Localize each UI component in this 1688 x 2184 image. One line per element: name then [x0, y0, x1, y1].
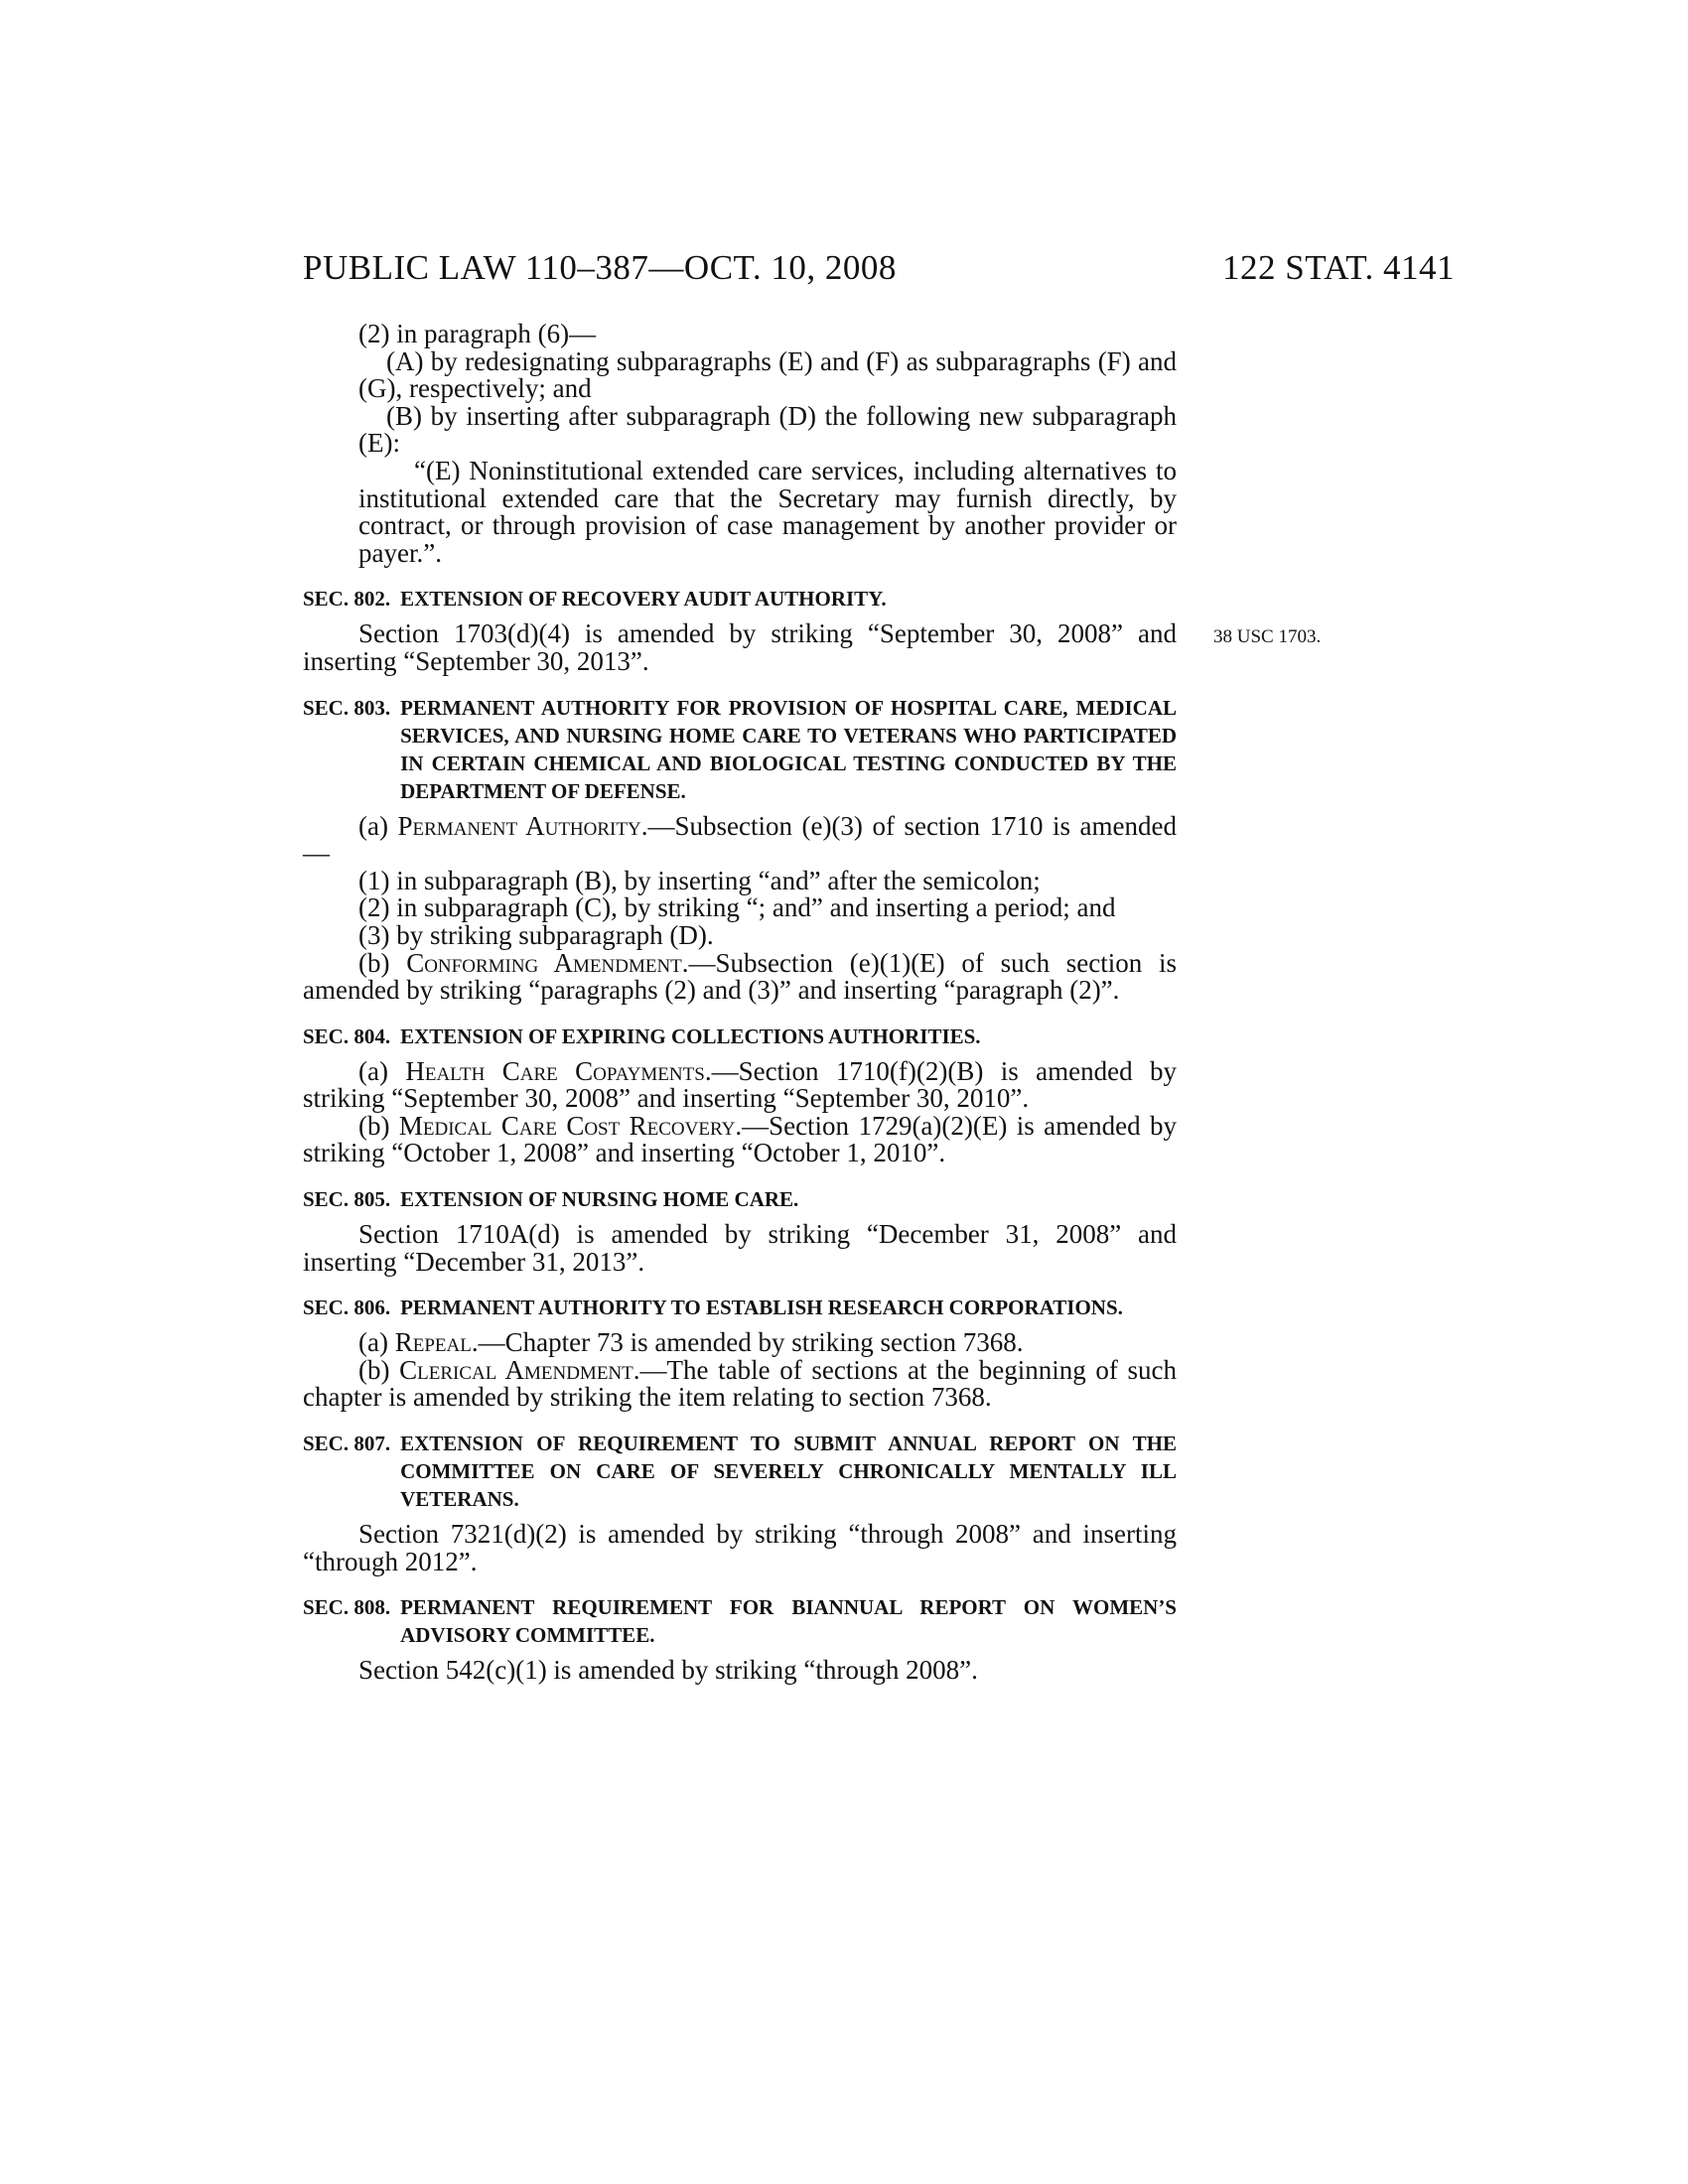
- subsection-heading: Health Care Copayments: [405, 1055, 705, 1086]
- subsection-text: .—Chapter 73 is amended by striking section 7368.: [471, 1327, 1024, 1358]
- section-text: Section 7321(d)(2) is amended by striking “through 2008” and inserting “through 2012”.: [303, 1519, 1177, 1576]
- subsection-text: .—Section 1729(a)(2)(E) is amended by striking “October 1, 2008” and inserting “October 1, 2010”.: [303, 1110, 1177, 1168]
- subsection-label: (a): [358, 810, 398, 841]
- section-title: PERMANENT AUTHORITY TO ESTABLISH RESEARCH CORPORATIONS.: [400, 1296, 1123, 1320]
- subsection-text: .—Subsection (e)(3) of section 1710 is amended—: [303, 810, 1178, 869]
- paragraph: (B) by inserting after subparagraph (D) the following new subparagraph (E):: [358, 400, 1177, 459]
- section-heading-802: [303, 585, 1177, 613]
- section-heading-807: [303, 1430, 1177, 1513]
- quoted-paragraph: “(E) Noninstitutional extended care services, including alternatives to institutional extended care that the Secretary may furnish directly, by contract, or through provision of case management by another provider or payer.”.: [358, 455, 1177, 568]
- subsection-label: (a): [358, 1327, 395, 1358]
- subsection-label: (b): [358, 1110, 399, 1141]
- subsection-heading: Conforming Amendment: [406, 947, 682, 978]
- section-heading-808: [303, 1593, 1177, 1649]
- running-title: PUBLIC LAW 110–387—OCT. 10, 2008: [303, 248, 897, 287]
- section-number: SEC. 804.: [303, 1024, 391, 1048]
- section-number: SEC. 807.: [303, 1432, 391, 1456]
- paragraph: (A) by redesignating subparagraphs (E) and (F) as subparagraphs (F) and (G), respectively; and: [358, 345, 1177, 404]
- subsection-a: [303, 1329, 1177, 1357]
- section-title: EXTENSION OF REQUIREMENT TO SUBMIT ANNUAL REPORT ON THE COMMITTEE ON CARE OF SEVERELY CHRONICALLY MENTALLY ILL VETERANS.: [400, 1432, 1177, 1512]
- subsection-heading: Permanent Authority: [397, 810, 641, 841]
- section-title: EXTENSION OF NURSING HOME CARE.: [400, 1187, 799, 1212]
- paragraph: (2) in paragraph (6)—: [358, 319, 597, 348]
- section-number: SEC. 805.: [303, 1187, 391, 1212]
- subsection-heading: Repeal: [394, 1327, 472, 1358]
- subsection-b: [303, 1110, 1177, 1168]
- subsection-heading: Clerical Amendment: [399, 1354, 633, 1385]
- subsection-label: (a): [358, 1055, 406, 1086]
- statute-page-number: 122 STAT. 4141: [1222, 248, 1455, 287]
- subsection-text: .—Section 1710(f)(2)(B) is amended by striking “September 30, 2008” and inserting “September 30, 2010”.: [303, 1055, 1178, 1114]
- margin-citation: 38 USC 1703.: [1213, 626, 1322, 647]
- subsection-label: (b): [358, 1354, 400, 1385]
- paragraph: (3) by striking subparagraph (D).: [358, 919, 714, 950]
- subsection-text: .—Subsection (e)(1)(E) of such section is amended by striking “paragraphs (2) and (3)” and inserting “paragraph (2)”.: [303, 947, 1178, 1006]
- subsection-b: [303, 947, 1178, 1006]
- section-number: SEC. 806.: [303, 1296, 391, 1320]
- subsection-text: .—The table of sections at the beginning of such chapter is amended by striking the item relating to section 7368.: [303, 1354, 1177, 1413]
- section-title: PERMANENT REQUIREMENT FOR BIANNUAL REPORT ON WOMEN’S ADVISORY COMMITTEE.: [400, 1595, 1177, 1648]
- section-text: Section 542(c)(1) is amended by striking “through 2008”.: [358, 1655, 978, 1686]
- section-heading-805: [303, 1185, 1177, 1213]
- page-header: [303, 248, 1455, 296]
- document-body: [303, 321, 1177, 1685]
- section-title: PERMANENT AUTHORITY FOR PROVISION OF HOSPITAL CARE, MEDICAL SERVICES, AND NURSING HOME CARE TO VETERANS WHO PARTICIPATED IN CERTAIN CHEMICAL AND BIOLOGICAL TESTING CONDUCTED BY THE DEPARTMENT OF DEFENSE.: [400, 695, 1177, 803]
- section-title: EXTENSION OF RECOVERY AUDIT AUTHORITY.: [400, 587, 887, 612]
- section-number: SEC. 802.: [303, 587, 391, 612]
- subsection-a: [303, 1055, 1178, 1114]
- section-heading-804: [303, 1023, 1177, 1050]
- paragraph: (1) in subparagraph (B), by inserting “and” after the semicolon;: [358, 865, 1041, 895]
- subsection-heading: Medical Care Cost Recovery: [398, 1110, 736, 1141]
- subsection-b: [303, 1354, 1177, 1413]
- section-number: SEC. 808.: [303, 1595, 391, 1620]
- section-heading-803: [303, 694, 1177, 805]
- section-text: Section 1703(d)(4) is amended by striking “September 30, 2008” and inserting “September 30, 2013”.: [303, 618, 1177, 676]
- section-text: Section 1710A(d) is amended by striking “December 31, 2008” and inserting “December 31, 2013”.: [303, 1219, 1177, 1277]
- paragraph: (2) in subparagraph (C), by striking “; and” and inserting a period; and: [358, 892, 1116, 923]
- subsection-a: [303, 810, 1178, 869]
- section-number: SEC. 803.: [303, 695, 391, 720]
- section-heading-806: [303, 1294, 1177, 1321]
- section-title: EXTENSION OF EXPIRING COLLECTIONS AUTHORITIES.: [400, 1024, 981, 1048]
- subsection-label: (b): [358, 947, 407, 978]
